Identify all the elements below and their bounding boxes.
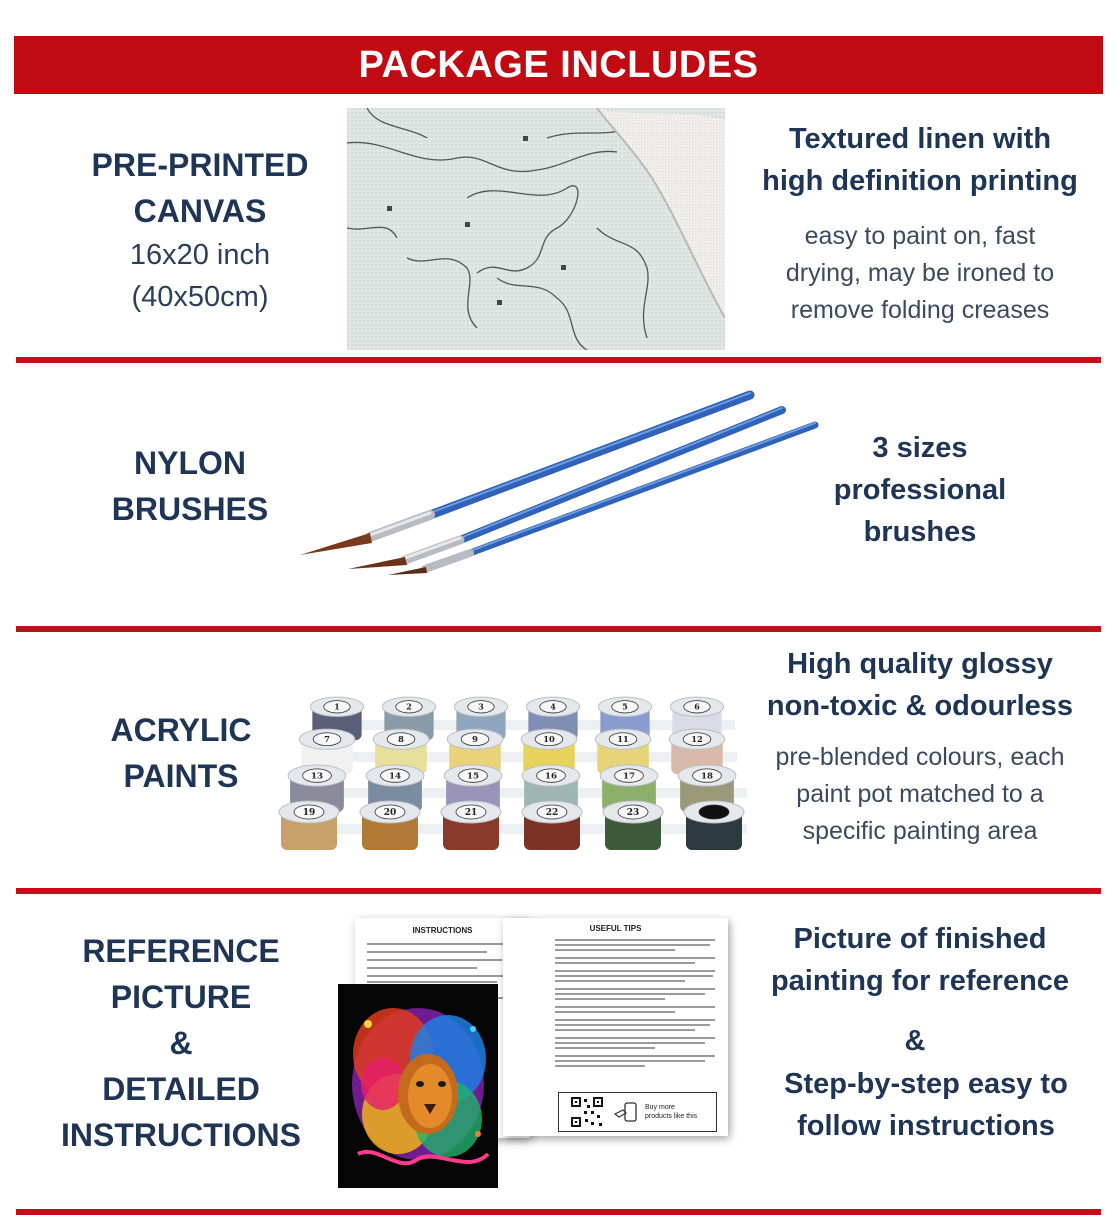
paint-pot-number: 12	[691, 733, 703, 744]
paint-pot-number: 5	[622, 702, 628, 712]
paints-description	[742, 643, 1098, 850]
paint-pot-22	[522, 801, 582, 850]
buy-more-text	[645, 1103, 697, 1121]
instructions-heading-line-2: follow instructions	[797, 1110, 1055, 1142]
paints-desc-line-2: paint pot matched to a	[796, 780, 1044, 808]
reference-heading-line-1: Picture of finished	[793, 923, 1047, 955]
buy-more-line-2: products like this	[645, 1113, 698, 1120]
paint-pot-number: 15	[466, 771, 480, 782]
tips-sheet-title: USEFUL TIPS	[589, 924, 642, 933]
paints-title-line-2: PAINTS	[123, 758, 239, 794]
paints-title-line-1: ACRYLIC	[110, 712, 252, 748]
paint-pot-number: 3	[478, 702, 484, 712]
reference-heading-line-2: painting for reference	[770, 965, 1070, 997]
canvas-size-line-1: 16x20 inch	[129, 239, 271, 271]
reference-description	[742, 918, 1098, 1062]
canvas-size-line-2: (40x50cm)	[131, 281, 269, 313]
brushes-heading-line-2: professional	[833, 474, 1007, 506]
brushes-title-line-2: BRUSHES	[111, 491, 269, 527]
paint-pot-20	[360, 801, 420, 850]
paint-pot-number: 6	[694, 702, 700, 712]
tips-sheet	[503, 918, 728, 1136]
canvas-image	[347, 108, 725, 350]
paint-pot-number: 8	[398, 733, 404, 744]
package-includes-banner	[14, 36, 1103, 94]
reference-title-line-2: PICTURE	[110, 979, 252, 1015]
paint-pot-number: 22	[545, 808, 559, 818]
brushes-title-line-1: NYLON	[134, 445, 246, 481]
paint-pot-number: 16	[544, 771, 558, 782]
canvas-desc-line-1: easy to paint on, fast	[804, 222, 1036, 250]
instructions-description	[752, 1063, 1100, 1147]
brushes-description	[742, 427, 1098, 553]
section-divider-2	[16, 626, 1101, 632]
buy-more-line-1: Buy more	[645, 1104, 675, 1111]
paint-pots-image	[275, 690, 747, 860]
paint-pot-23	[603, 801, 663, 850]
paints-heading-line-2: non-toxic & odourless	[766, 690, 1074, 722]
canvas-heading-line-1: Textured linen with	[788, 123, 1052, 155]
paint-pot-number: 2	[406, 702, 412, 712]
paint-pot-19	[279, 801, 339, 850]
reference-title-block	[50, 928, 312, 1158]
brushes-title-block	[60, 440, 320, 532]
canvas-desc-line-2: drying, may be ironed to	[785, 259, 1055, 287]
paint-pot-number: 18	[700, 771, 714, 782]
brushes-heading-line-1: 3 sizes	[872, 432, 968, 464]
instructions-sheet-title: INSTRUCTIONS	[412, 926, 473, 935]
paint-pot-number: 11	[617, 733, 629, 744]
hand-phone-icon	[613, 1102, 639, 1122]
paints-title-block	[60, 707, 302, 799]
banner-title: PACKAGE INCLUDES	[358, 43, 759, 86]
paint-pot-number: 17	[622, 771, 636, 782]
paint-pot-number: 20	[383, 808, 397, 818]
paint-pot-number: 21	[464, 808, 478, 818]
paints-heading-line-1: High quality glossy	[787, 648, 1053, 680]
paint-pot-number: 9	[472, 733, 478, 744]
reference-title-line-5: INSTRUCTIONS	[61, 1117, 301, 1153]
paint-pot-number: 10	[543, 733, 555, 744]
reference-title-line-1: REFERENCE	[82, 933, 280, 969]
canvas-desc-line-3: remove folding creases	[790, 296, 1050, 324]
paint-pot-number: 1	[334, 702, 340, 712]
paint-pot-number: 14	[388, 771, 402, 782]
reference-amp: &	[904, 1025, 926, 1057]
reference-lion-picture	[338, 984, 498, 1188]
section-divider-1	[16, 357, 1101, 363]
paint-pot-number: 19	[302, 808, 316, 818]
paints-desc-line-1: pre-blended colours, each	[775, 743, 1065, 771]
canvas-title-block	[60, 142, 340, 318]
paint-pot-number: 7	[324, 733, 330, 744]
paint-pot-number: 13	[310, 771, 324, 782]
paint-pot-24	[684, 801, 744, 850]
paints-desc-line-3: specific painting area	[802, 817, 1038, 845]
instructions-heading-line-1: Step-by-step easy to	[784, 1068, 1068, 1100]
paint-pot-number: 4	[550, 702, 556, 712]
paint-pot-number: 23	[626, 808, 640, 818]
canvas-description	[742, 118, 1098, 329]
canvas-title-line-1: PRE-PRINTED	[91, 147, 309, 183]
canvas-title-line-2: CANVAS	[133, 193, 267, 229]
brushes-heading-line-3: brushes	[863, 516, 977, 548]
reference-title-line-4: DETAILED	[102, 1071, 260, 1107]
section-divider-4	[16, 1209, 1101, 1215]
section-divider-3	[16, 888, 1101, 894]
reference-title-line-3: &	[169, 1025, 193, 1061]
qr-code-icon	[569, 1095, 605, 1129]
canvas-heading-line-2: high definition printing	[762, 165, 1078, 197]
paint-pot-21	[441, 801, 501, 850]
buy-more-box	[558, 1092, 717, 1132]
tips-text-lines	[503, 933, 728, 1093]
